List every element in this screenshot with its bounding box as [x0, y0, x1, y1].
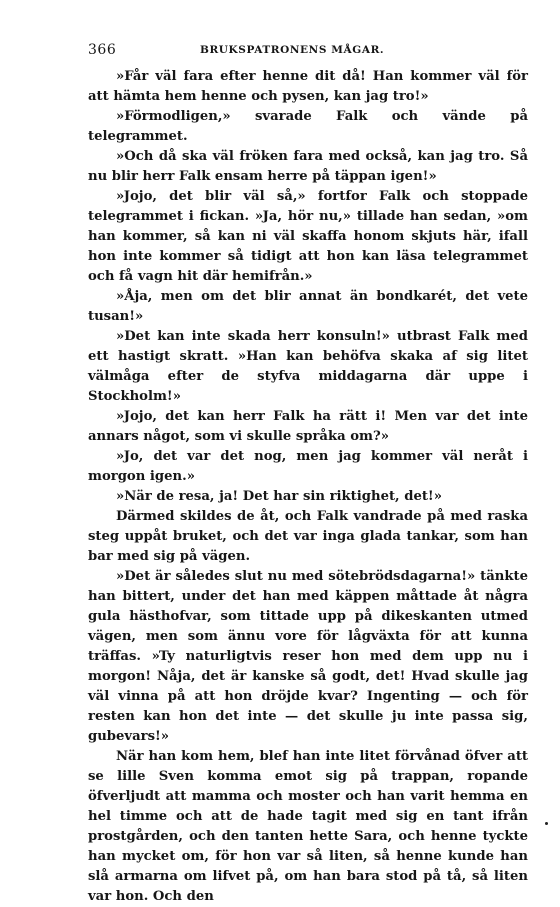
- paragraph: »Förmodligen,» svarade Falk och vände på telegrammet.: [88, 109, 528, 144]
- running-head: BRUKSPATRONENS MÅGAR.: [200, 44, 385, 56]
- paragraph: »Och då ska väl fröken fara med också, kan jag tro. Så nu blir herr Falk ensam herre på täppan igen!»: [88, 149, 528, 184]
- paragraph: När han kom hem, blef han inte litet förvånad öfver att se lille Sven komma emot sig på trappan, ropande öfverljudt att mamma och moster och han varit hemma en hel timme och att de hade tagit med sig en tant ifrån prostgården, och den tanten hette Sara, och henne tyckte han mycket om, för hon var så liten, så henne kunde han slå armarna om lifvet på, om han bara stod på tå, så liten var hon. Och den: [88, 749, 528, 904]
- paragraph: »Det är således slut nu med sötebrödsdagarna!» tänkte han bittert, under det han med käppen måttade åt några gula hästhofvar, som tittade upp på dikeskanten utmed vägen, men som ännu vore för lågväxta för att kunna träffas. »Ty naturligtvis reser hon med dem upp nu i morgon! Nåja, det är kanske så godt, det! Hvad skulle jag väl vinna på att hon dröjde kvar? Ingenting — och för resten kan hon det inte — det skulle ju inte passa sig, gubevars!»: [88, 569, 528, 744]
- page-number: 366: [88, 42, 117, 58]
- paragraph: »När de resa, ja! Det har sin riktighet, det!»: [116, 489, 442, 504]
- paragraph: »Jojo, det blir väl så,» fortfor Falk och stoppade telegrammet i fickan. »Ja, hör nu,» tillade han sedan, »om han kommer, så kan ni väl skaffa honom skjuts här, ifall hon inte kommer så tidigt att hon kan läsa telegrammet och få vagn hit där hemifrån.»: [88, 189, 528, 284]
- body-text: [88, 67, 528, 907]
- paragraph: »Det kan inte skada herr konsuln!» utbrast Falk med ett hastigt skratt. »Han kan behöfva skaka af sig litet välmåga efter de styfva middagarna där uppe i Stockholm!»: [88, 329, 528, 404]
- print-speck: [545, 822, 548, 825]
- paragraph: »Åja, men om det blir annat än bondkarét, det vete tusan!»: [88, 289, 528, 324]
- paragraph: »Jo, det var det nog, men jag kommer väl neråt i morgon igen.»: [88, 449, 528, 484]
- paragraph: »Får väl fara efter henne dit då! Han kommer väl för att hämta hem henne och pysen, kan jag tro!»: [88, 69, 528, 104]
- paragraph: Därmed skildes de åt, och Falk vandrade på med raska steg uppåt bruket, och det var inga glada tankar, som han bar med sig på vägen.: [88, 509, 528, 564]
- paragraph: »Jojo, det kan herr Falk ha rätt i! Men var det inte annars något, som vi skulle språka om?»: [88, 409, 528, 444]
- page-header: [88, 42, 530, 60]
